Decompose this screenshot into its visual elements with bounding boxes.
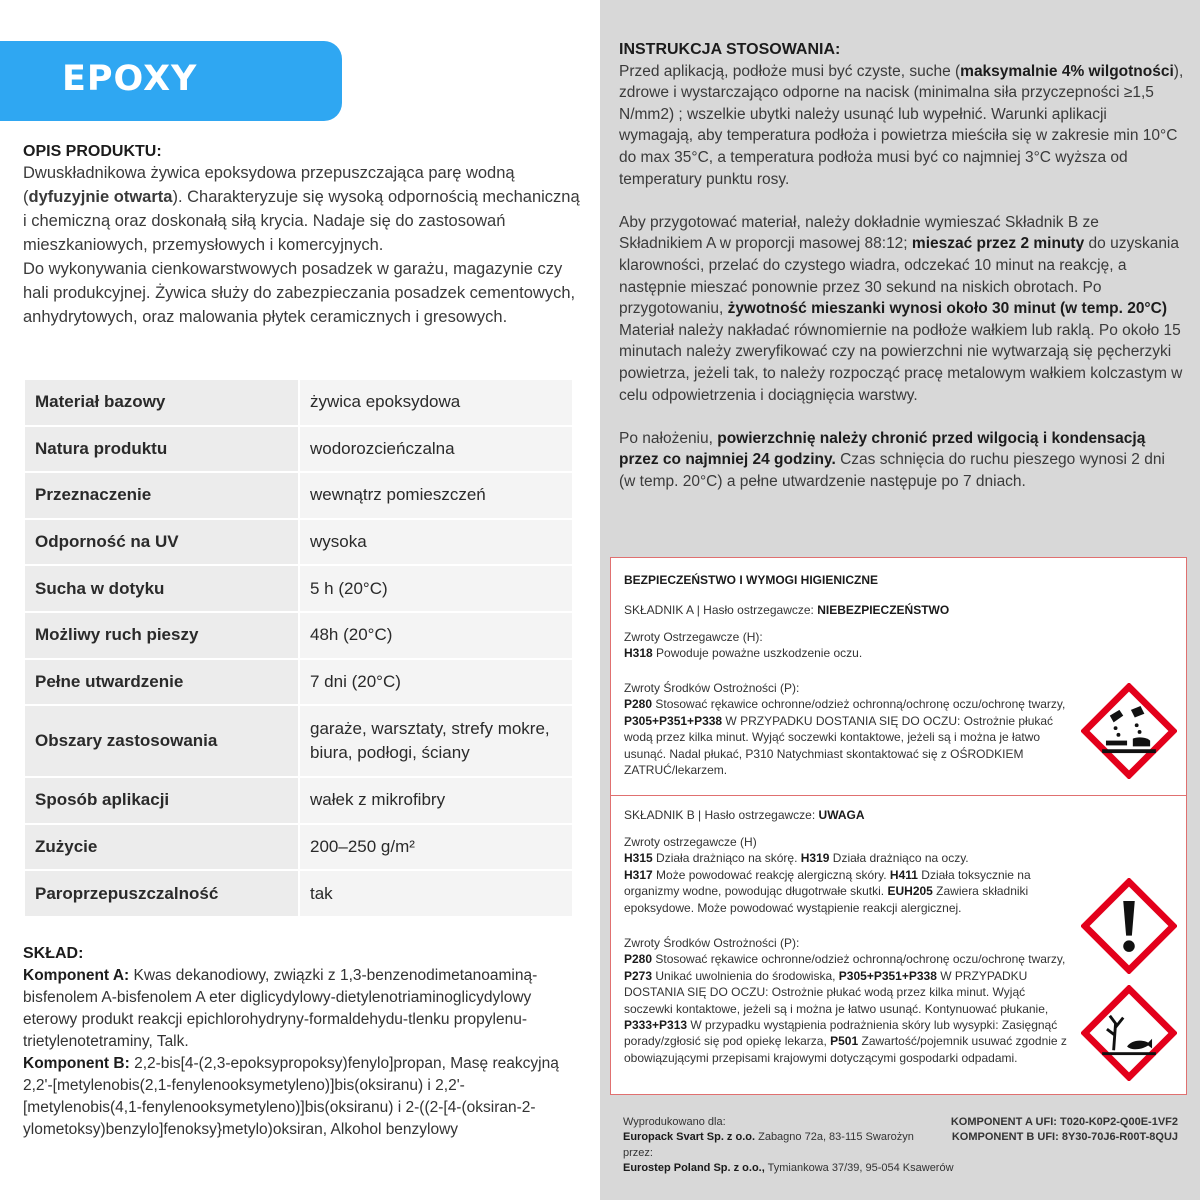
table-row — [24, 824, 573, 871]
instructions-paragraph-1: Przed aplikacją, podłoże musi być czyste, suche (maksymalnie 4% wilgotności), zdrowe i wystarczająco odporne na nacisk (minimalna siła przyczepności ≥1,5 N/mm2) ; wszelkie ubytki należy usunąć lub wypełnić. Warunki aplikacji wymagają, aby temperatura podłoża i powietrza mieściła się w zakresie min 10°C do max 35°C, a temperatura podłoża musi być co najmniej 3°C wyższa od temperatury punktu rosy. — [619, 62, 1184, 188]
description-text-1: Dwuskładnikowa żywica epoksydowa przepuszczająca parę wodną ( — [23, 164, 515, 206]
composition — [23, 943, 583, 1141]
table-row — [24, 870, 573, 917]
corrosive-hazard-icon — [1081, 683, 1177, 779]
spec-key: Pełne utwardzenie — [24, 659, 299, 706]
table-row — [24, 565, 573, 612]
spec-value: wałek z mikrofibry — [299, 777, 573, 824]
table-row — [24, 519, 573, 566]
spec-value: 200–250 g/m² — [299, 824, 573, 871]
table-row — [24, 659, 573, 706]
spec-value: wysoka — [299, 519, 573, 566]
component-b-p-statements: Zwroty Środków Ostrożności (P): P280 Stosować rękawice ochronne/odzież ochronną/ochronę oczu/ochronę twarzy, P273 Unikać uwolnienia do środowiska, P305+P351+P338 W PRZYPADKU DOSTANIA SIĘ DO OCZU: Ostrożnie płukać wodą przez kilka minut. Wyjąć soczewki kontaktowe, jeżeli są i można je łatwo usunąć. Kontynuować płukanie, P333+P313 W przypadku wystąpienia podrażnienia skóry lub wysypki: Zasięgnąć porady/zgłosić się pod opiekę lekarza, P501 Zawartość/pojemnik usuwać zgodnie z obowiązującymi przepisami krajowymi dotyczącymi gospodarki odpadami. — [624, 936, 1067, 1065]
table-row — [24, 379, 573, 426]
spec-value: garaże, warsztaty, strefy mokre, biura, podłogi, ściany — [299, 705, 573, 777]
spec-value: 7 dni (20°C) — [299, 659, 573, 706]
spec-key: Natura produktu — [24, 426, 299, 473]
spec-table — [23, 378, 574, 918]
safety-heading: BEZPIECZEŃSTWO I WYMOGI HIGIENICZNE — [624, 573, 879, 587]
ufi-b: KOMPONENT B UFI: 8Y30-70J6-R00T-8QUJ — [951, 1131, 1178, 1144]
spec-key: Przeznaczenie — [24, 472, 299, 519]
component-a-h-statements: Zwroty Ostrzegawcze (H): H318 Powoduje poważne uszkodzenie oczu. — [624, 630, 863, 661]
product-title-tab — [0, 41, 342, 121]
spec-value: wodorozcieńczalna — [299, 426, 573, 473]
component-b-text: 2,2-bis[4-(2,3-epoksypropoksy)fenylo]propan, Masę reakcyjną 2,2'-[metylenobis(2,1-fenylenooksymetyleno)]bis(oksiranu) i 2,2'-[metylenobis(4,1-fenylenooksymetyleno)]bis(oksiranu) i 2-((2-[4-(oksiran-2-ylometoksy)benzylo]fenoksy}metylo)oksiran, Alkohol benzylowy — [23, 1055, 559, 1138]
section-divider — [611, 795, 1186, 796]
instructions-paragraph-3: Po nałożeniu, powierzchnię należy chronić przed wilgocią i kondensacją przez co najmniej 24 godziny. Czas schnięcia do ruchu pieszego wynosi 2 dni (w temp. 20°C) a pełne utwardzenie następuje po 7 dniach. — [619, 429, 1165, 490]
component-a-signal: SKŁADNIK A | Hasło ostrzegawcze: NIEBEZPIECZEŃSTWO — [624, 603, 950, 617]
ufi-codes — [951, 1115, 1178, 1146]
spec-value: 48h (20°C) — [299, 612, 573, 659]
spec-key: Sposób aplikacji — [24, 777, 299, 824]
spec-key: Obszary zastosowania — [24, 705, 299, 777]
spec-value: tak — [299, 870, 573, 917]
component-b-label: Komponent B: — [23, 1055, 130, 1072]
table-row — [24, 472, 573, 519]
spec-key: Materiał bazowy — [24, 379, 299, 426]
component-a-text: Kwas dekanodiowy, związki z 1,3-benzenodimetanoaminą-bisfenolem A-bisfenolem A eter diglicydylowy-dietylenotriaminoglicydylowy eterowy produkt reakcji epichlorohydryny-formaldehydu-tlenku propylenu-trietylenotetraminy, Talk. — [23, 967, 538, 1050]
environment-hazard-icon — [1081, 985, 1177, 1081]
spec-key: Zużycie — [24, 824, 299, 871]
spec-value: wewnątrz pomieszczeń — [299, 472, 573, 519]
description-text-3: Do wykonywania cienkowarstwowych posadzek w garażu, magazynie czy hali produkcyjnej. Żywica służy do zabezpieczania posadzek cementowych, anhydrytowych, oraz malowania płytek ceramicznych i gresowych. — [23, 260, 576, 326]
spec-value: 5 h (20°C) — [299, 565, 573, 612]
description-bold: dyfuzyjnie otwarta — [28, 188, 173, 206]
spec-key: Sucha w dotyku — [24, 565, 299, 612]
table-row — [24, 777, 573, 824]
safety-box — [610, 557, 1187, 1095]
exclamation-hazard-icon — [1081, 878, 1177, 974]
spec-value: żywica epoksydowa — [299, 379, 573, 426]
component-a-label: Komponent A: — [23, 967, 130, 984]
spec-key: Paroprzepuszczalność — [24, 870, 299, 917]
instructions — [619, 39, 1184, 514]
product-title: EPOXY — [62, 59, 198, 99]
ufi-a: KOMPONENT A UFI: T020-K0P2-Q00E-1VF2 — [950, 1116, 1178, 1128]
composition-heading: SKŁAD: — [23, 945, 84, 962]
instructions-heading: INSTRUKCJA STOSOWANIA: — [619, 41, 841, 58]
table-row — [24, 612, 573, 659]
component-a-p-statements: Zwroty Środków Ostrożności (P): P280 Stosować rękawice ochronne/odzież ochronną/ochronę oczu/ochronę twarzy, P305+P351+P338 W PRZYPADKU DOSTANIA SIĘ DO OCZU: Ostrożnie płukać wodą przez kilka minut. Wyjąć soczewki kontaktowe, jeżeli są i można je łatwo usunąć. Nadal płukać, P310 Natychmiast skontaktować się z OŚRODKIEM ZATRUĆ/lekarzem. — [624, 681, 1066, 778]
instructions-paragraph-2: Aby przygotować materiał, należy dokładnie wymieszać Składnik B ze Składnikiem A w proporcji masowej 88:12; mieszać przez 2 minuty do uzyskania klarowności, przelać do czystego wiadra, odczekać 10 minut na reakcję, a następnie mieszać ponownie przez 30 sekund na niskich obrotach. Po przygotowaniu, żywotność mieszanki wynosi około 30 minut (w temp. 20°C) Materiał należy nakładać równomiernie na podłoże wałkiem lub raklą. Po około 15 minutach należy zweryfikować czy na powierzchni nie wytwarzają się pęcherzyki powietrza, jeżeli tak, to należy rozpocząć pracę metalowym wałkiem kolczastym w celu odpowietrzenia i dociągnięcia warstwy. — [619, 213, 1183, 404]
description-text-2: ). Charakteryzuje się wysoką odpornością mechaniczną i chemiczną oraz doskonałą siłą krycia. Nadaje się do zastosowań mieszkaniowych, przemysłowych i komercyjnych. — [23, 188, 580, 254]
manufacturer-info: Wyprodukowano dla: Europack Svart Sp. z o.o. Zabagno 72a, 83-115 Swarożyn przez: Eurostep Poland Sp. z o.o., Tymiankowa 37/39, 95-054 Ksawerów — [623, 1116, 954, 1174]
table-row — [24, 426, 573, 473]
description-heading: OPIS PRODUKTU: — [23, 143, 162, 160]
product-description — [23, 143, 583, 329]
component-b-signal: SKŁADNIK B | Hasło ostrzegawcze: UWAGA — [624, 808, 865, 822]
spec-key: Odporność na UV — [24, 519, 299, 566]
component-b-h-statements: Zwroty ostrzegawcze (H) H315 Działa drażniąco na skórę. H319 Działa drażniąco na oczy. H317 Może powodować reakcję alergiczną skóry. H411 Działa toksycznie na organizmy wodne, powodując długotrwałe skutki. EUH205 Zawiera składniki epoksydowe. Może powodować wystąpienie reakcji alergicznej. — [624, 835, 1031, 915]
spec-key: Możliwy ruch pieszy — [24, 612, 299, 659]
table-row — [24, 705, 573, 777]
